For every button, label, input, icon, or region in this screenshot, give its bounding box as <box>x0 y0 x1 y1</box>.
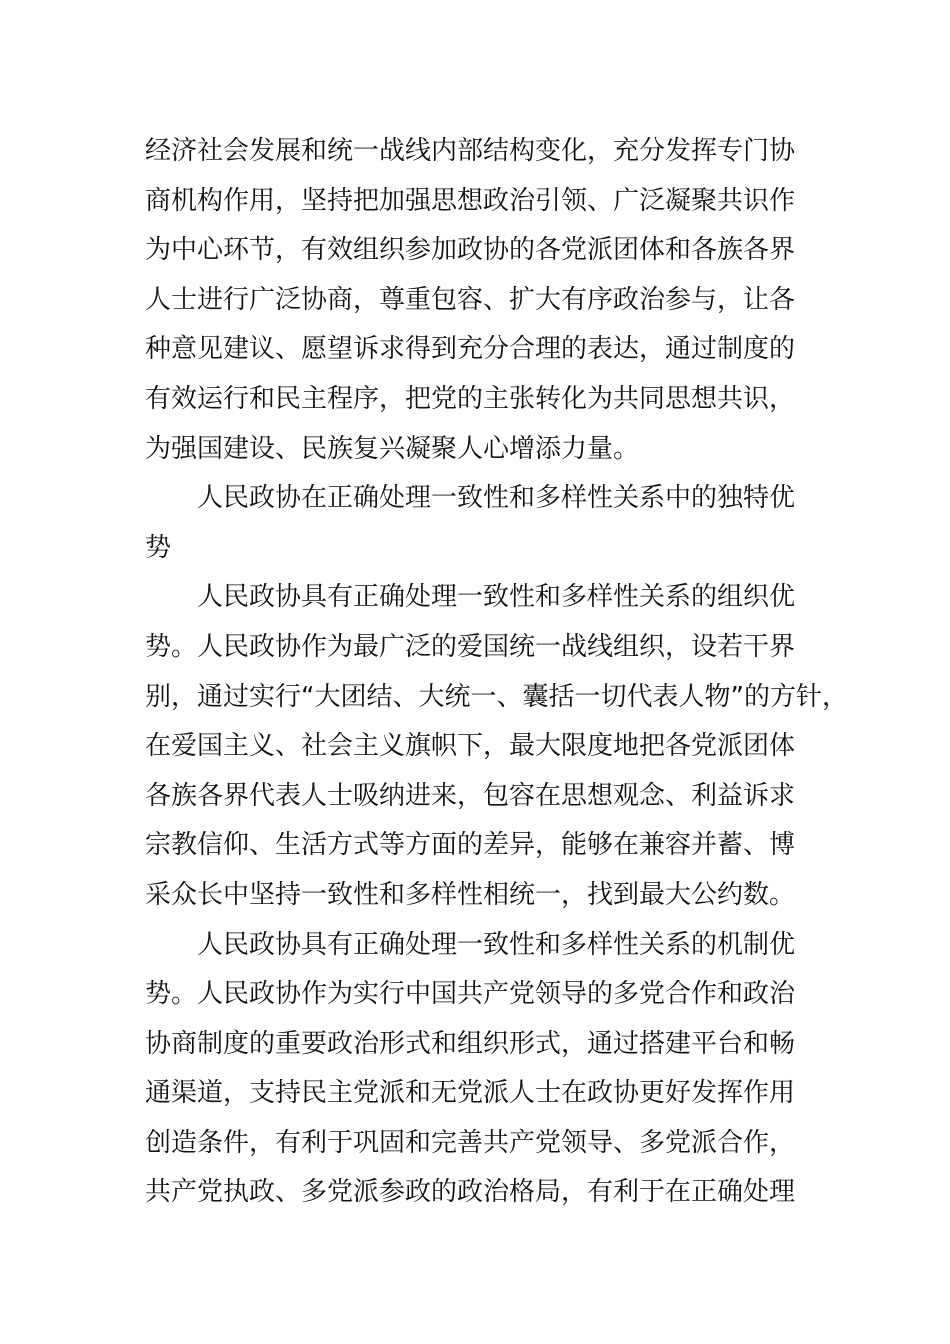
text-line: 宗教信仰、生活方式等方面的差异，能够在兼容并蓄、博 <box>145 830 796 861</box>
text-line: 采众长中坚持一致性和多样性相统一，找到最大公约数。 <box>145 879 796 910</box>
text-line: 为中心环节，有效组织参加政协的各党派团体和各族各界 <box>145 235 796 266</box>
text-line: 经济社会发展和统一战线内部结构变化，充分发挥专门协 <box>145 136 796 166</box>
text-line: 通渠道，支持民主党派和无党派人士在政协更好发挥作用 <box>145 1078 796 1109</box>
text-line: 别，通过实行“大团结、大统一、囊括一切代表人物”的方针， <box>145 681 848 712</box>
text-line: 共产党执政、多党派参政的政治格局，有利于在正确处理 <box>145 1177 796 1208</box>
text-line: 创造条件，有利于巩固和完善共产党领导、多党派合作， <box>145 1127 796 1158</box>
text-line: 势。人民政协作为最广泛的爱国统一战线组织，设若干界 <box>145 631 796 662</box>
paragraph-first-line: 人民政协具有正确处理一致性和多样性关系的组织优 <box>197 582 796 613</box>
section-heading-line: 人民政协在正确处理一致性和多样性关系中的独特优 <box>197 483 796 514</box>
text-line: 种意见建议、愿望诉求得到充分合理的表达，通过制度的 <box>145 334 796 365</box>
section-heading-line: 势 <box>145 532 172 563</box>
text-line: 在爱国主义、社会主义旗帜下，最大限度地把各党派团体 <box>145 731 796 762</box>
text-line: 为强国建设、民族复兴凝聚人心增添力量。 <box>145 433 640 464</box>
document-body <box>145 127 848 1218</box>
text-line: 人士进行广泛协商，尊重包容、扩大有序政治参与，让各 <box>145 284 796 315</box>
text-line: 有效运行和民主程序，把党的主张转化为共同思想共识， <box>145 383 796 414</box>
text-line: 势。人民政协作为实行中国共产党领导的多党合作和政治 <box>145 979 796 1010</box>
paragraph-first-line: 人民政协具有正确处理一致性和多样性关系的机制优 <box>197 929 796 960</box>
text-line: 协商制度的重要政治形式和组织形式，通过搭建平台和畅 <box>145 1028 796 1059</box>
text-line: 商机构作用，坚持把加强思想政治引领、广泛凝聚共识作 <box>145 185 796 216</box>
text-line: 各族各界代表人士吸纳进来，包容在思想观念、利益诉求 <box>145 780 796 811</box>
